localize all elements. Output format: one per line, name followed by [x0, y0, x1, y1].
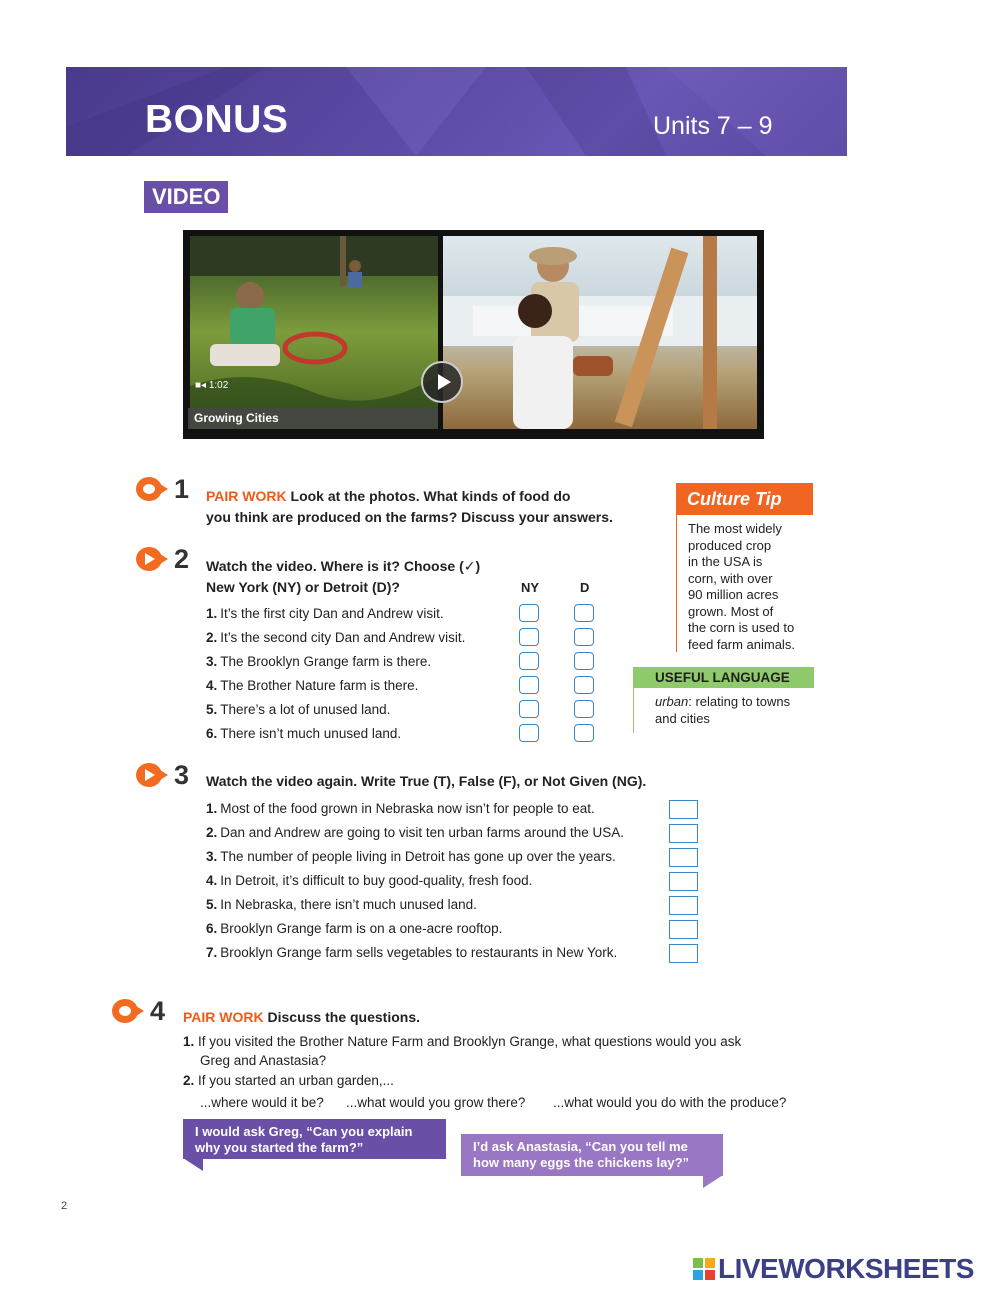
farm-illustration-left [190, 236, 438, 429]
question-1: 1. If you visited the Brother Nature Farm and Brooklyn Grange, what questions would you ask Greg and Anastasia? [183, 1034, 742, 1068]
prompt-1: ...where would it be? [200, 1095, 324, 1110]
answer-input-5[interactable] [669, 896, 698, 915]
brand-name[interactable]: LIVEWORKSHEETS [718, 1253, 974, 1284]
checkbox-ny-6[interactable] [519, 724, 539, 742]
list-item: 6. Brooklyn Grange farm is on a one-acre rooftop. [206, 921, 503, 936]
question-2: 2. If you started an urban garden,... [183, 1073, 394, 1088]
answer-input-1[interactable] [669, 800, 698, 819]
answer-input-7[interactable] [669, 944, 698, 963]
useful-language-box [633, 688, 634, 733]
video-label: VIDEO [144, 181, 228, 213]
exercise-3-instruction: Watch the video again. Write True (T), False (F), or Not Given (NG). [206, 773, 647, 789]
answer-input-2[interactable] [669, 824, 698, 843]
checkbox-ny-2[interactable] [519, 628, 539, 646]
bubble-tail [703, 1175, 723, 1189]
list-item: 3. The number of people living in Detroit has gone up over the years. [206, 849, 616, 864]
speech-bubble-greg: I would ask Greg, “Can you explain why you started the farm?” [183, 1119, 446, 1159]
bubble-tail [183, 1158, 203, 1172]
speech-bubble-anastasia: I’d ask Anastasia, “Can you tell me how many eggs the chickens lay?” [461, 1134, 723, 1176]
speech-bubble-icon [134, 474, 168, 504]
checkbox-d-4[interactable] [574, 676, 594, 694]
list-item: 1. It’s the first city Dan and Andrew visit. [206, 606, 444, 621]
prompt-2: ...what would you grow there? [346, 1095, 526, 1110]
exercise-1-instruction: PAIR WORK Look at the photos. What kinds of food do you think are produced on the farms? Discuss your answers. [206, 488, 613, 525]
list-item: 6. There isn’t much unused land. [206, 726, 402, 741]
list-item: 2. It’s the second city Dan and Andrew visit. [206, 630, 466, 645]
list-item: 4. In Detroit, it’s difficult to buy good-quality, fresh food. [206, 873, 533, 888]
list-item: 1. Most of the food grown in Nebraska now isn’t for people to eat. [206, 801, 595, 816]
checkbox-ny-1[interactable] [519, 604, 539, 622]
list-item: 5. There’s a lot of unused land. [206, 702, 391, 717]
farm-illustration-right [443, 236, 757, 429]
pair-work-keyword: PAIR WORK [206, 488, 287, 504]
list-item: 5. In Nebraska, there isn’t much unused land. [206, 897, 477, 912]
speech-bubble-icon [110, 996, 144, 1026]
list-item: 4. The Brother Nature farm is there. [206, 678, 419, 693]
video-play-icon [134, 760, 168, 790]
liveworksheets-logo-icon [693, 1258, 715, 1280]
exercise-4-instruction: PAIR WORK Discuss the questions. [183, 1009, 420, 1025]
exercise-2-number: 2 [174, 544, 190, 574]
useful-language-text: urban: relating to towns and cities [655, 694, 791, 726]
column-d: D [580, 580, 590, 595]
exercise-2-instruction: Watch the video. Where is it? Choose (✓) New York (NY) or Detroit (D)? [206, 558, 481, 595]
checkbox-d-1[interactable] [574, 604, 594, 622]
page-title: BONUS [145, 98, 289, 141]
checkbox-ny-3[interactable] [519, 652, 539, 670]
pair-work-keyword: PAIR WORK [183, 1009, 264, 1025]
answer-input-6[interactable] [669, 920, 698, 939]
checkbox-d-6[interactable] [574, 724, 594, 742]
culture-tip-text: The most widely produced crop in the USA is corn, with over 90 million acres grown. Most of the corn is used to feed farm animals. [688, 521, 795, 652]
farm-photo-right [443, 236, 757, 429]
video-play-icon [134, 544, 168, 574]
checkbox-d-2[interactable] [574, 628, 594, 646]
answer-input-4[interactable] [669, 872, 698, 891]
video-caption: Growing Cities [188, 408, 438, 429]
units-label: Units 7 – 9 [653, 112, 773, 140]
exercise-1-number: 1 [174, 474, 190, 504]
list-item: 2. Dan and Andrew are going to visit ten urban farms around the USA. [206, 825, 624, 840]
farm-photo-left [190, 236, 438, 429]
useful-language-title: USEFUL LANGUAGE [633, 667, 814, 688]
column-ny: NY [521, 580, 540, 595]
checkbox-d-3[interactable] [574, 652, 594, 670]
video-duration: ■◂ 1:02 [195, 380, 229, 391]
exercise-4-number: 4 [150, 996, 166, 1026]
exercise-3-number: 3 [174, 760, 190, 790]
checkbox-d-5[interactable] [574, 700, 594, 718]
page-number: 2 [61, 1200, 68, 1212]
play-button[interactable] [421, 361, 463, 403]
list-item: 7. Brooklyn Grange farm sells vegetables to restaurants in New York. [206, 945, 618, 960]
checkbox-ny-5[interactable] [519, 700, 539, 718]
culture-tip-title: Culture Tip [676, 483, 813, 515]
answer-input-3[interactable] [669, 848, 698, 867]
list-item: 3. The Brooklyn Grange farm is there. [206, 654, 432, 669]
prompt-3: ...what would you do with the produce? [553, 1095, 787, 1110]
checkbox-ny-4[interactable] [519, 676, 539, 694]
video-camera-icon: ■◂ [195, 380, 207, 391]
